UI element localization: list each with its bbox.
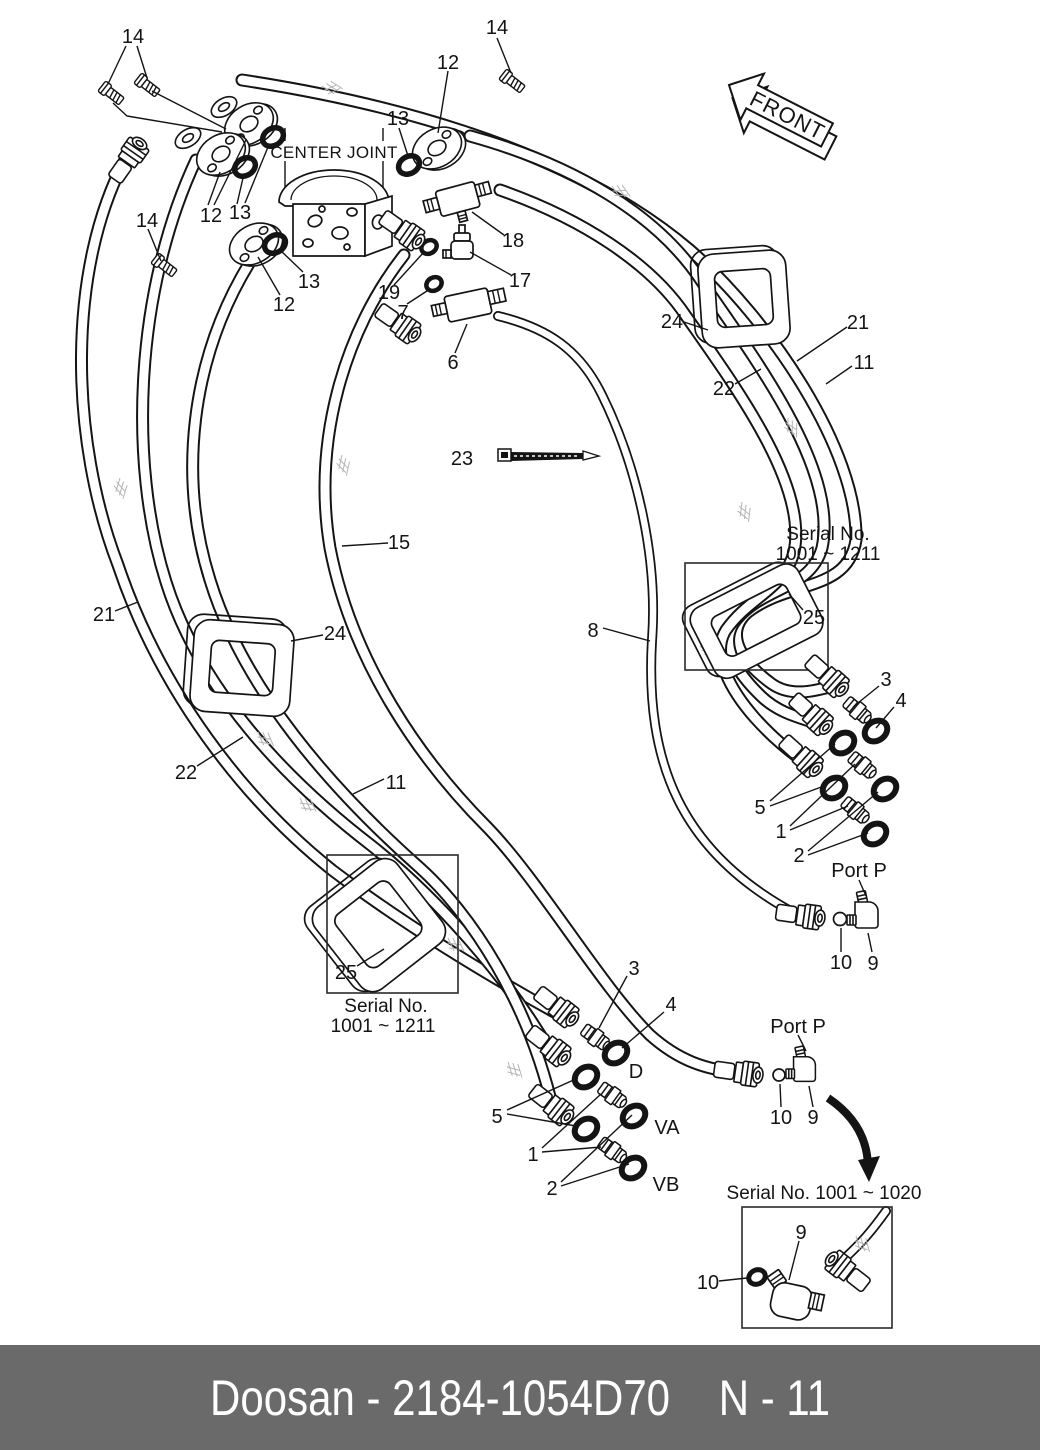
port-d-label: D <box>628 1061 644 1083</box>
front-arrow <box>713 62 847 171</box>
plug-10 <box>834 913 847 926</box>
callout-19: 19 <box>377 282 401 304</box>
callout-22: 22 <box>712 378 736 400</box>
footer-page-ref: N - 11 <box>718 1369 830 1426</box>
hose-inset <box>846 1211 886 1257</box>
footer-text <box>210 1369 830 1427</box>
callout-18: 18 <box>501 230 525 252</box>
nipple-1 <box>596 1080 630 1112</box>
callout-10: 10 <box>696 1272 720 1294</box>
serial-right-line1: Serial No. <box>786 524 870 545</box>
port-p-bottom-assembly <box>713 1046 816 1088</box>
cable-tie-23 <box>498 449 599 461</box>
elbow-9-inset <box>767 1269 824 1322</box>
footer-bar <box>0 1345 1040 1450</box>
callout-12: 12 <box>436 52 460 74</box>
fitting-17 <box>443 225 473 259</box>
callout-3: 3 <box>880 669 892 691</box>
callout-25: 25 <box>802 607 826 629</box>
serial-left-line2: 1001 ~ 1211 <box>330 1016 436 1037</box>
callout-11: 11 <box>853 352 875 374</box>
callout-4: 4 <box>665 994 677 1016</box>
callout-25: 25 <box>334 962 358 984</box>
leader-lines <box>108 38 894 1281</box>
elbow-9 <box>847 891 878 928</box>
port-p-right-label: Port P <box>831 860 887 882</box>
callout-1: 1 <box>775 821 787 843</box>
callout-14: 14 <box>485 17 509 39</box>
bolt-14 <box>98 81 126 107</box>
callout-2: 2 <box>546 1178 558 1200</box>
center-joint-label: CENTER JOINT <box>270 143 398 162</box>
nipple-1 <box>846 749 880 781</box>
port-va-label: VA <box>654 1117 680 1139</box>
oring-5 <box>819 773 850 802</box>
callout-23: 23 <box>450 448 474 470</box>
oring-5 <box>571 1114 602 1143</box>
oring-5 <box>571 1062 602 1091</box>
callout-22: 22 <box>174 762 198 784</box>
callout-24: 24 <box>660 311 684 333</box>
hose-15 <box>325 255 742 1073</box>
elbow-9 <box>786 1046 815 1082</box>
callout-9: 9 <box>867 953 879 975</box>
callout-6: 6 <box>447 352 459 374</box>
hose-ferrule <box>105 132 153 186</box>
callout-5: 5 <box>754 797 766 819</box>
port-p-right-assembly <box>775 891 878 931</box>
callout-21: 21 <box>846 312 870 334</box>
oring-2 <box>870 774 901 803</box>
callout-10: 10 <box>769 1107 793 1129</box>
callout-12: 12 <box>272 294 296 316</box>
port-vb-label: VB <box>652 1174 680 1196</box>
callout-13: 13 <box>228 202 252 224</box>
callout-7: 7 <box>397 302 409 324</box>
plug-10 <box>773 1069 785 1081</box>
clamp-24-left <box>182 613 296 717</box>
serial-left-line1: Serial No. <box>344 996 428 1017</box>
callout-13: 13 <box>297 271 321 293</box>
callout-14: 14 <box>121 26 145 48</box>
callout-15: 15 <box>387 532 411 554</box>
hose-22-right <box>470 136 824 724</box>
callout-12: 12 <box>199 205 223 227</box>
bolt-14 <box>499 69 527 95</box>
callout-2: 2 <box>793 845 805 867</box>
port-p-bottom-label: Port P <box>770 1016 826 1038</box>
serial-inset-label: Serial No. 1001 ~ 1020 <box>726 1183 922 1204</box>
callout-17: 17 <box>508 270 532 292</box>
callout-3: 3 <box>628 958 640 980</box>
callout-8: 8 <box>587 620 599 642</box>
callout-10: 10 <box>829 952 853 974</box>
callout-9: 9 <box>795 1222 807 1244</box>
oring-10 <box>746 1267 767 1287</box>
front-label: FRONT <box>745 85 830 145</box>
bolt-14 <box>134 73 162 99</box>
callout-21: 21 <box>92 604 116 626</box>
callout-13: 13 <box>386 108 410 130</box>
callout-9: 9 <box>807 1107 819 1129</box>
callout-24: 24 <box>323 623 347 645</box>
callout-11: 11 <box>385 772 407 794</box>
callout-14: 14 <box>135 210 159 232</box>
callout-4: 4 <box>895 690 907 712</box>
inset-pointer-arrow <box>828 1098 880 1182</box>
callout-5: 5 <box>491 1106 503 1128</box>
callout-1: 1 <box>527 1144 539 1166</box>
serial-right-line2: 1001 ~ 1211 <box>775 544 881 565</box>
footer-part-number: Doosan - 2184-1054D70 <box>210 1369 671 1426</box>
oring-13 <box>395 152 423 178</box>
